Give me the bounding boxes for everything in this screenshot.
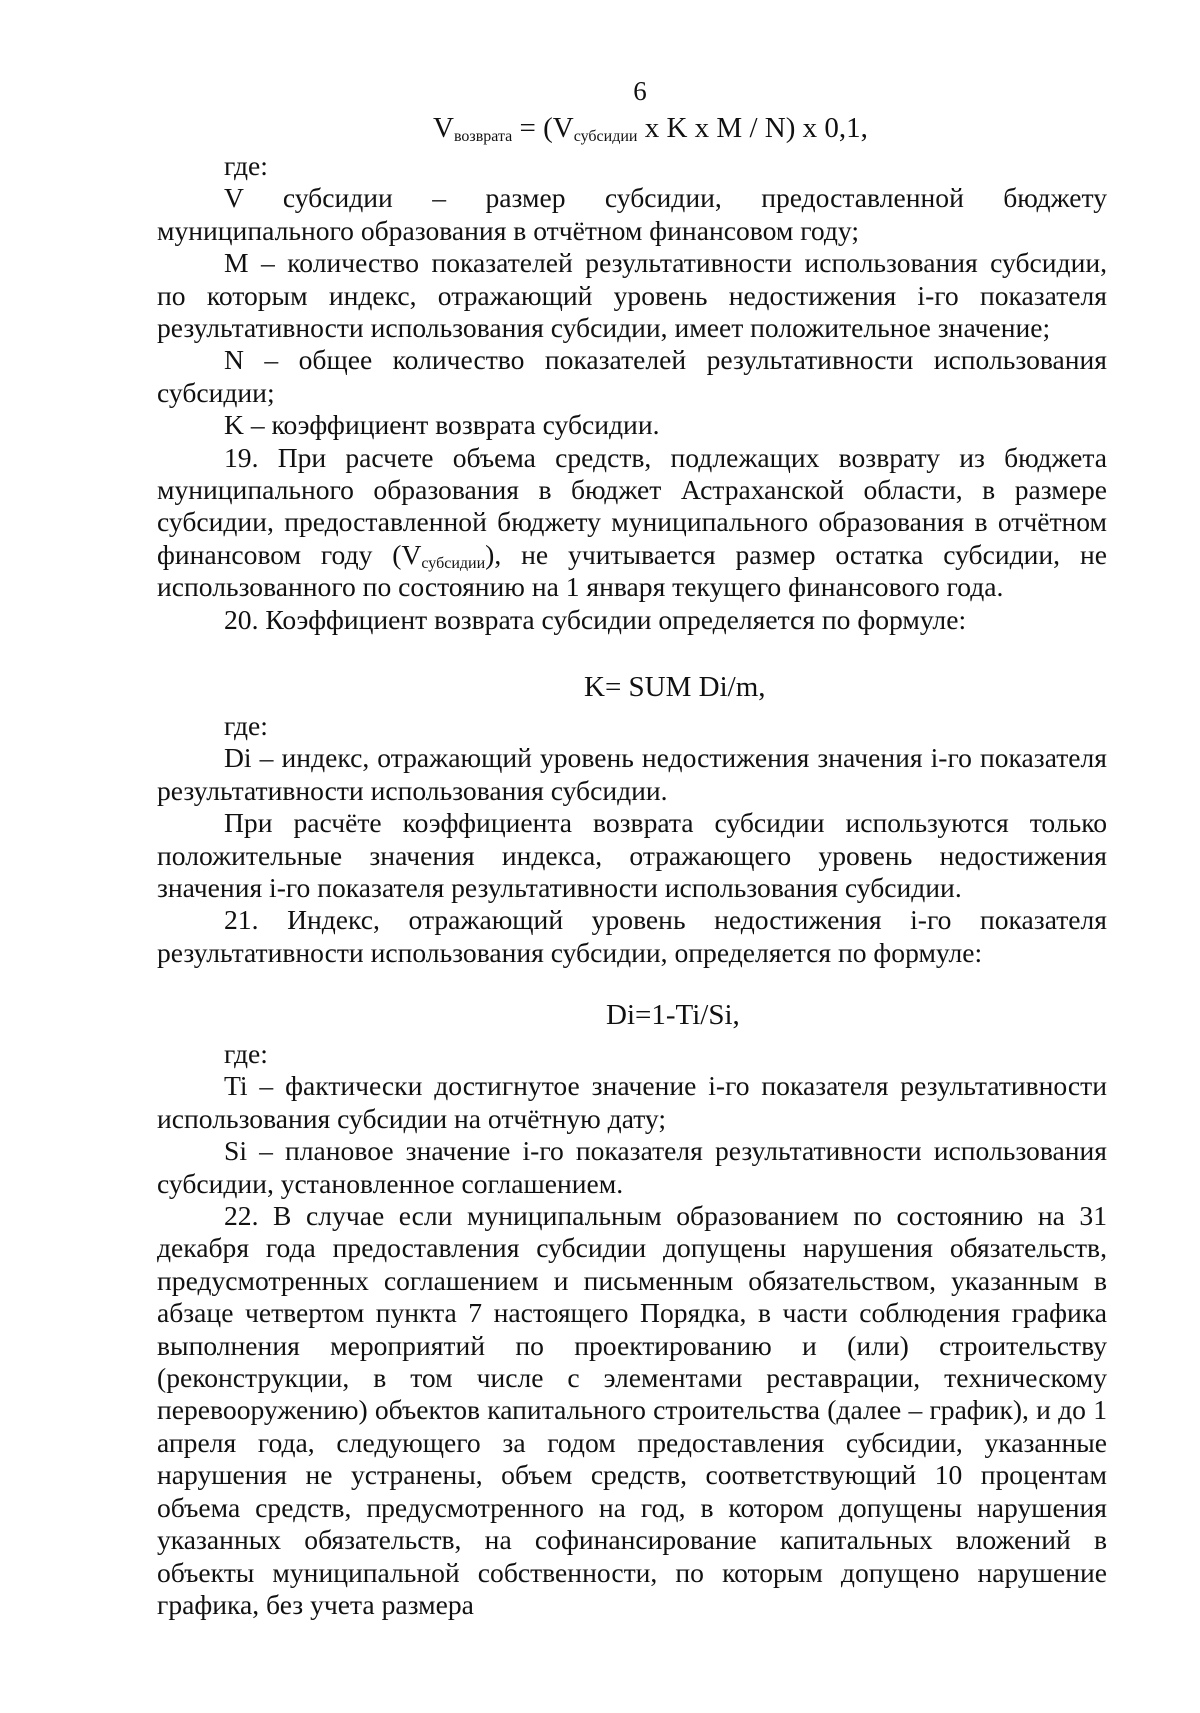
paragraph-k-coefficient: K – коэффициент возврата субсидии. xyxy=(224,409,660,441)
formula-refund-volume xyxy=(0,112,1200,144)
paragraph-19 xyxy=(157,442,1107,604)
formula-lhs-subscript: возврата xyxy=(453,128,513,145)
paragraph-22: 22. В случае если муниципальным образованием по состоянию на 31 декабря года предоставления субсидии допущены нарушения обязательств, предусмотренных соглашением и письменным обязательством, указанным в абзаце четвертом пункта 7 настоящего Порядка, в части соблюдения графика выполнения мероприятий по проектированию и (или) строительству (реконструкции, в том числе с элементами реставрации, техническому перевооружению) объектов капитального строительства (далее – график), и до 1 апреля года, следующего за годом предоставления субсидии, указанные нарушения не устранены, объем средств, соответствующий 10 процентам объема средств, предусмотренного на год, в котором допущены нарушения указанных обязательств, на софинансирование капитальных вложений в объекты муниципальной собственности, по которым допущено нарушение графика, без учета размера xyxy=(157,1200,1107,1620)
page-number: 6 xyxy=(633,76,647,106)
formula-mid-subscript: субсидии xyxy=(573,128,638,145)
paragraph-n-total: N – общее количество показателей результативности использования субсидии; xyxy=(157,344,1107,408)
paragraph-21: 21. Индекс, отражающий уровень недостижения i-го показателя результативности использования субсидии, определяется по формуле: xyxy=(157,904,1107,968)
text-block-1 xyxy=(157,150,1107,636)
paragraph-di-index: Di – индекс, отражающий уровень недостижения значения i-го показателя результативности использования субсидии. xyxy=(157,742,1107,806)
formula-lhs: V xyxy=(433,112,454,144)
paragraph-positive-values: При расчёте коэффициента возврата субсидии используются только положительные значения индекса, отражающего уровень недостижения значения i-го показателя результативности использования субсидии. xyxy=(157,807,1107,904)
paragraph-si-planned: Si – плановое значение i-го показателя результативности использования субсидии, установленное соглашением. xyxy=(157,1135,1107,1199)
paragraph-m-count: M – количество показателей результативности использования субсидии, по которым индекс, отражающий уровень недостижения i-го показателя результативности использования субсидии, имеет положительное значение; xyxy=(157,247,1107,344)
paragraph-20: 20. Коэффициент возврата субсидии определяется по формуле: xyxy=(224,603,967,635)
paragraph-v-subsidy: V субсидии – размер субсидии, предоставленной бюджету муниципального образования в отчётном финансовом году; xyxy=(157,182,1107,246)
paragraph-where-1: где: xyxy=(224,150,268,181)
paragraph-19-text-a: 19. При расчете объема средств, подлежащих возврату из бюджета муниципального образования в бюджет Астраханской области, в размере субсидии, предоставленной бюджету муниципального образования в отчётном финансовом году (V xyxy=(157,441,1107,570)
paragraph-where-3: где: xyxy=(224,1038,268,1069)
paragraph-ti-actual: Ti – фактически достигнутое значение i-го показателя результативности использования субсидии на отчётную дату; xyxy=(157,1070,1107,1134)
paragraph-19-text-b: ), не учитывается размер остатка субсидии, не использованного по состоянию на 1 января текущего финансового года. xyxy=(157,538,1107,603)
paragraph-19-subscript: субсидии xyxy=(421,554,486,572)
text-block-2 xyxy=(157,710,1107,969)
formula-mid: = (V xyxy=(512,112,574,144)
formula-index: Di=1-Ti/Si, xyxy=(606,999,740,1031)
paragraph-where-2: где: xyxy=(224,710,268,741)
text-block-3 xyxy=(157,1038,1107,1621)
formula-rest: x K x M / N) x 0,1, xyxy=(637,112,868,144)
formula-coefficient: K= SUM Di/m, xyxy=(584,671,766,703)
